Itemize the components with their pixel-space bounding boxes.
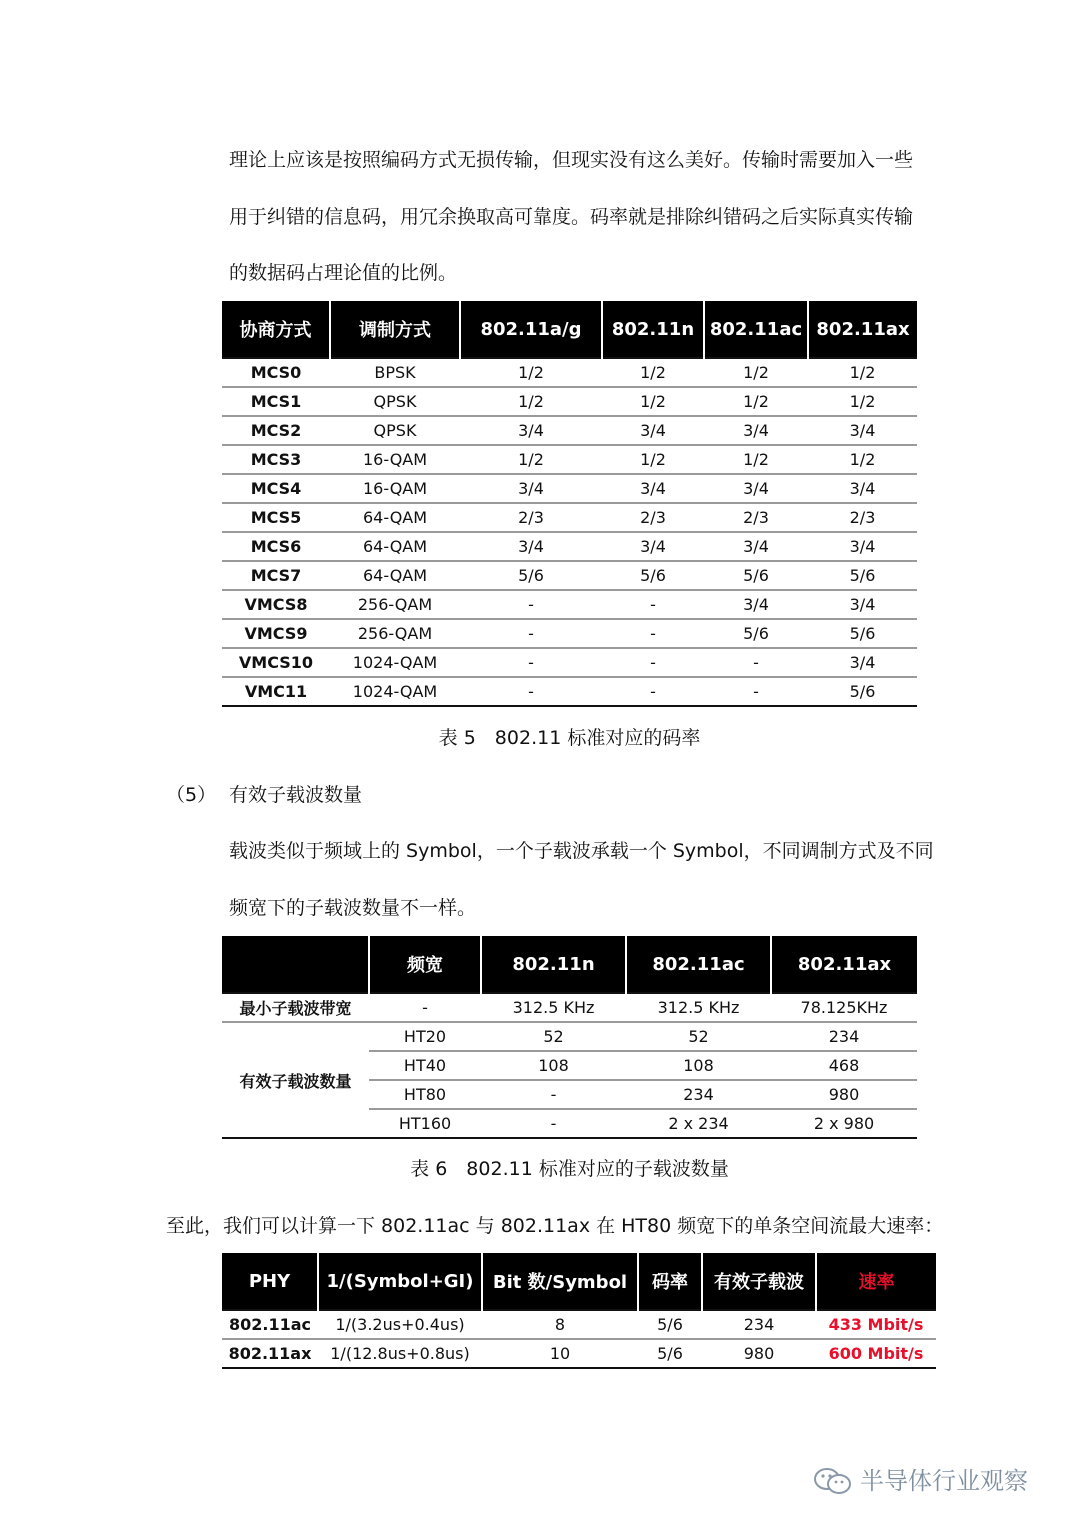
table-cell: - [704,677,808,706]
table-row [222,445,917,474]
table-cell: 468 [771,1051,917,1080]
table-cell: 2/3 [704,503,808,532]
table-cell: 3/4 [808,648,917,677]
wechat-icon [812,1466,854,1496]
table-row [222,416,917,445]
table-cell: 802.11ax [222,1339,318,1368]
table-cell: 1/2 [704,445,808,474]
table-cell: 3/4 [602,474,704,503]
table-cell: - [481,1080,626,1109]
table-header-row [222,1253,936,1310]
table-cell: - [602,648,704,677]
watermark [812,1462,1052,1502]
table-cell: - [704,648,808,677]
table-header-row [222,301,917,358]
table-cell: 1/(3.2us+0.4us) [318,1310,482,1339]
table-cell: 1024-QAM [330,648,460,677]
table-cell: 10 [482,1339,638,1368]
table-cell: - [602,619,704,648]
table-cell: 980 [771,1080,917,1109]
table-cell: MCS6 [222,532,330,561]
table-cell: 1/2 [808,387,917,416]
column-header: 802.11ac [626,936,771,993]
table-cell: 52 [626,1022,771,1051]
table-cell: 64-QAM [330,561,460,590]
table-cell: 1/2 [602,445,704,474]
watermark-text: 半导体行业观察 [860,1467,1028,1495]
table-row [222,677,917,706]
table-row [222,1022,917,1051]
intro-line-1: 理论上应该是按照编码方式无损传输，但现实没有这么美好。传输时需要加入一些 [229,149,914,171]
table-cell: 5/6 [638,1339,702,1368]
table-cell: VMCS10 [222,648,330,677]
table-row [222,1339,936,1368]
table-cell: - [481,1109,626,1138]
rate-cell: 600 Mbit/s [816,1339,936,1368]
table-cell: 5/6 [460,561,602,590]
table-cell: 3/4 [704,532,808,561]
table-cell: VMC11 [222,677,330,706]
table-cell: 64-QAM [330,503,460,532]
table6-caption: 表 6 802.11 标准对应的子载波数量 [410,1158,729,1180]
column-header: 调制方式 [330,301,460,358]
table-cell: 2 x 980 [771,1109,917,1138]
table-cell: - [369,993,481,1022]
section-number: （5） [166,784,217,806]
rate-table [222,1253,936,1369]
table-cell: 1/2 [704,358,808,387]
table-cell: MCS3 [222,445,330,474]
table-cell: 3/4 [460,474,602,503]
column-header: 802.11a/g [460,301,602,358]
column-header: 协商方式 [222,301,330,358]
row-label: 最小子载波带宽 [222,993,369,1022]
table5-caption: 表 5 802.11 标准对应的码率 [438,727,701,749]
table-cell: MCS4 [222,474,330,503]
table-cell: MCS2 [222,416,330,445]
table-row [222,503,917,532]
table-cell: - [460,619,602,648]
table-cell: 3/4 [704,416,808,445]
table-cell: - [602,590,704,619]
intro-line-3: 的数据码占理论值的比例。 [229,262,458,284]
table-cell: QPSK [330,416,460,445]
section-title: 有效子载波数量 [229,784,363,806]
intro-line-2: 用于纠错的信息码，用冗余换取高可靠度。码率就是排除纠错码之后实际真实传输 [229,206,914,228]
column-header: 802.11ac [704,301,808,358]
table-cell: 5/6 [704,619,808,648]
table-cell: 3/4 [704,590,808,619]
table-cell: HT40 [369,1051,481,1080]
table-cell: VMCS8 [222,590,330,619]
table-cell: 3/4 [808,474,917,503]
table-cell: 256-QAM [330,619,460,648]
table-cell: 1/2 [602,358,704,387]
table-cell: 1/(12.8us+0.8us) [318,1339,482,1368]
table-row [222,387,917,416]
table-cell: 2/3 [602,503,704,532]
table-cell: HT160 [369,1109,481,1138]
table-cell: 2/3 [460,503,602,532]
table-cell: 1024-QAM [330,677,460,706]
table-cell: MCS1 [222,387,330,416]
table-cell: 16-QAM [330,445,460,474]
column-header: 有效子载波 [702,1253,816,1310]
section5-line-1: 载波类似于频域上的 Symbol，一个子载波承载一个 Symbol，不同调制方式及不同 [229,840,934,862]
table-row [222,561,917,590]
table-cell: 5/6 [808,561,917,590]
table-cell: 5/6 [808,619,917,648]
group-label: 有效子载波数量 [222,1022,369,1138]
table-cell: 980 [702,1339,816,1368]
table-cell: 16-QAM [330,474,460,503]
column-header: 802.11n [602,301,704,358]
summary-line: 至此，我们可以计算一下 802.11ac 与 802.11ax 在 HT80 频宽下的单条空间流最大速率： [166,1215,944,1237]
column-header: Bit 数/Symbol [482,1253,638,1310]
table-cell: 3/4 [808,416,917,445]
table-cell: 312.5 KHz [626,993,771,1022]
table-cell: 312.5 KHz [481,993,626,1022]
column-header: 1/(Symbol+GI) [318,1253,482,1310]
table-row [222,532,917,561]
table-cell: - [460,677,602,706]
subcarrier-table [222,936,917,1139]
table-cell: 1/2 [704,387,808,416]
column-header-rate: 速率 [816,1253,936,1310]
table-cell: 78.125KHz [771,993,917,1022]
column-header [222,936,369,993]
table-row [222,648,917,677]
code-rate-table [222,301,917,707]
table-cell: 5/6 [602,561,704,590]
table-cell: - [460,590,602,619]
table-row [222,1310,936,1339]
table-row [222,619,917,648]
table-cell: - [460,648,602,677]
table-cell: 1/2 [602,387,704,416]
table-cell: 3/4 [808,590,917,619]
table-cell: 2 x 234 [626,1109,771,1138]
table-cell: 1/2 [460,358,602,387]
table-row [222,993,917,1022]
column-header: 码率 [638,1253,702,1310]
table-cell: 3/4 [704,474,808,503]
table-cell: 64-QAM [330,532,460,561]
table-row [222,358,917,387]
table-cell: - [602,677,704,706]
table-cell: 3/4 [460,416,602,445]
table-cell: 3/4 [602,416,704,445]
table-cell: 52 [481,1022,626,1051]
table-cell: 3/4 [460,532,602,561]
table-cell: 256-QAM [330,590,460,619]
table-header-row [222,936,917,993]
column-header: 802.11ax [771,936,917,993]
table-cell: 234 [626,1080,771,1109]
table-cell: BPSK [330,358,460,387]
table-cell: 5/6 [704,561,808,590]
table-row [222,474,917,503]
table-cell: 802.11ac [222,1310,318,1339]
table-cell: 2/3 [808,503,917,532]
table-cell: 1/2 [808,445,917,474]
table-cell: QPSK [330,387,460,416]
table-cell: 3/4 [808,532,917,561]
table-cell: 108 [481,1051,626,1080]
table-cell: MCS5 [222,503,330,532]
table-cell: 1/2 [808,358,917,387]
column-header: 802.11ax [808,301,917,358]
table-cell: 234 [771,1022,917,1051]
table-cell: HT80 [369,1080,481,1109]
table-cell: 234 [702,1310,816,1339]
table-cell: MCS7 [222,561,330,590]
column-header: 频宽 [369,936,481,993]
table-cell: MCS0 [222,358,330,387]
table-cell: VMCS9 [222,619,330,648]
table-row [222,590,917,619]
table-cell: 5/6 [638,1310,702,1339]
section5-line-2: 频宽下的子载波数量不一样。 [229,897,477,919]
table-cell: HT20 [369,1022,481,1051]
table-cell: 8 [482,1310,638,1339]
table-cell: 108 [626,1051,771,1080]
table-cell: 5/6 [808,677,917,706]
table-cell: 1/2 [460,387,602,416]
column-header: 802.11n [481,936,626,993]
rate-cell: 433 Mbit/s [816,1310,936,1339]
column-header: PHY [222,1253,318,1310]
table-cell: 1/2 [460,445,602,474]
table-cell: 3/4 [602,532,704,561]
